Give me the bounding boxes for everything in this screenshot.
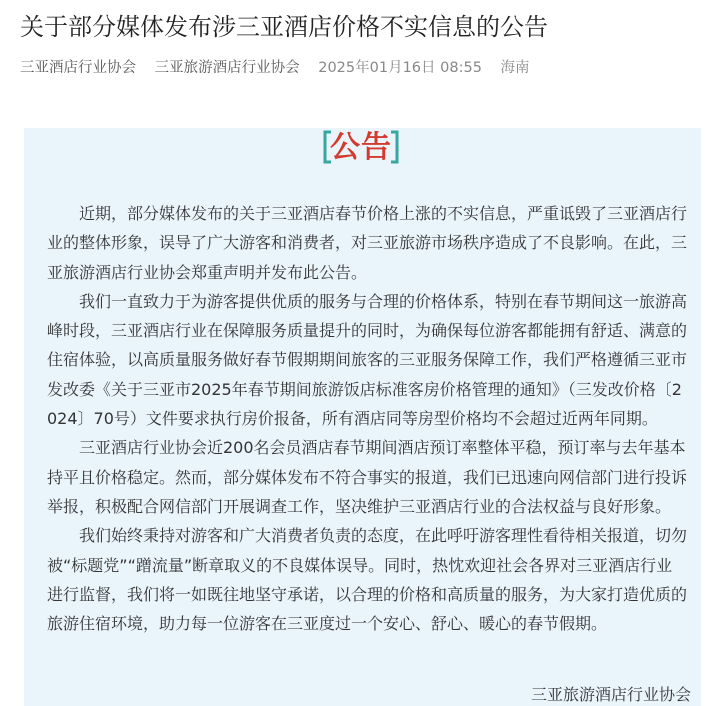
notice-heading: 公告: [330, 130, 392, 165]
notice-paragraph-2: 我们一直致力于为游客提供优质的服务与合理的价格体系，特别在春节期间这一旅游高峰时段，三亚酒店行业在保障服务质量提升的同时，为确保每位游客都能拥有舒适、满意的住宿体验，以高质量服务做好春节假期期间旅客的三亚服务保障工作，我们严格遵循三亚市发改委《关于三亚市2025年春节期间旅游饭店标准客房价格管理的通知》（三发改价格〔2024〕70号）文件要求执行房价报备，所有酒店同等房型价格均不会超过近两年同期。: [47, 291, 688, 429]
notice-paragraph-1: 近期，部分媒体发布的关于三亚酒店春节价格上涨的不实信息，严重诋毁了三亚酒店行业的整体形象，误导了广大游客和消费者，对三亚旅游市场秩序造成了不良影响。在此，三亚旅游酒店行业协会郑重声明并发布此公告。: [47, 204, 688, 282]
notice-body: [47, 199, 687, 638]
notice-heading-badge: [322, 130, 400, 164]
publish-datetime: 2025年01月16日 08:55: [318, 60, 482, 76]
notice-signature: 三亚旅游酒店行业协会: [530, 685, 691, 704]
publish-location: 海南: [500, 60, 530, 76]
source-link-hotel-association[interactable]: 三亚酒店行业协会: [20, 60, 136, 76]
source-link-tourism-hotel-association[interactable]: 三亚旅游酒店行业协会: [154, 60, 300, 76]
article-title: 关于部分媒体发布涉三亚酒店价格不实信息的公告: [20, 13, 548, 41]
article-meta: [20, 56, 544, 80]
notice-paragraph-3: 三亚酒店行业协会近200名会员酒店春节期间酒店预订率整体平稳，预订率与去年基本持平且价格稳定。然而，部分媒体发布不符合事实的报道，我们已迅速向网信部门进行投诉举报，积极配合网信部门开展调查工作，坚决维护三亚酒店行业的合法权益与良好形象。: [47, 438, 688, 516]
notice-paragraph-4: 我们始终秉持对游客和广大消费者负责的态度，在此呼吁游客理性看待相关报道，切勿被“标题党”“蹭流量”断章取义的不良媒体误导。同时，热忱欢迎社会各界对三亚酒店行业进行监督，我们将一如既往地坚守承诺，以合理的价格和高质量的服务，为大家打造优质的旅游住宿环境，助力每一位游客在三亚度过一个安心、舒心、暖心的春节假期。: [47, 526, 688, 634]
